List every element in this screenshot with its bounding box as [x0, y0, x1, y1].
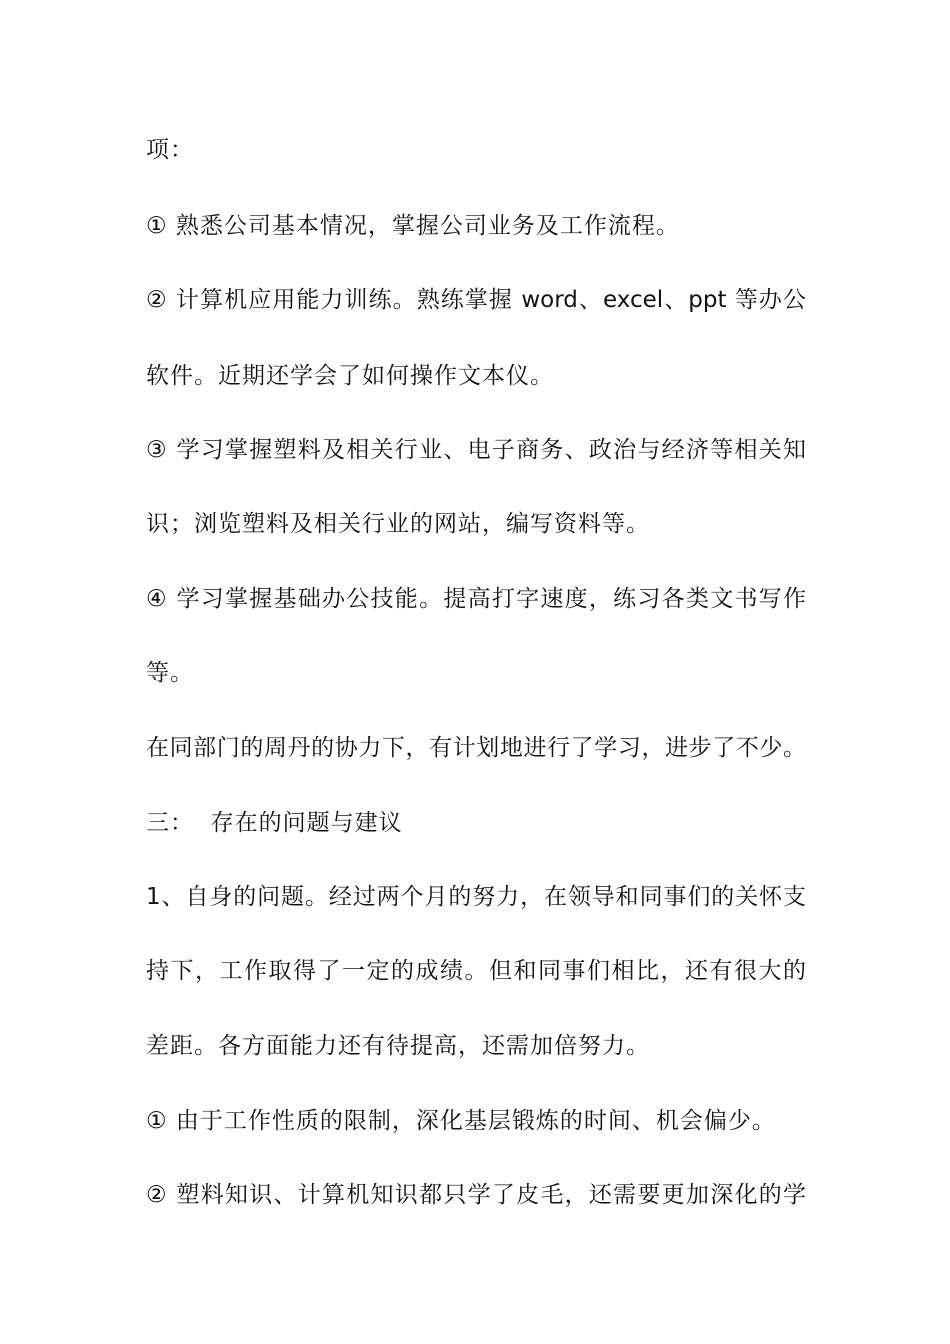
text-line: 识；浏览塑料及相关行业的网站，编写资料等。	[146, 511, 650, 537]
text-line: 等。	[146, 660, 194, 686]
text-line: 项：	[146, 137, 194, 163]
text-line: 在同部门的周丹的协力下，有计划地进行了学习，进步了不少。	[146, 735, 806, 761]
text-line: ③ 学习掌握塑料及相关行业、电子商务、政治与经济等相关知	[146, 437, 806, 463]
text-line: 软件。近期还学会了如何操作文本仪。	[146, 363, 554, 389]
text-line: ④ 学习掌握基础办公技能。提高打字速度，练习各类文书写作	[146, 586, 806, 612]
text-line: ① 熟悉公司基本情况，掌握公司业务及工作流程。	[146, 213, 680, 239]
text-line: ② 计算机应用能力训练。熟练掌握 word、excel、ppt 等办公	[146, 287, 806, 313]
text-line: ② 塑料知识、计算机知识都只学了皮毛，还需要更加深化的学	[146, 1182, 806, 1208]
text-line: 1、自身的问题。经过两个月的努力，在领导和同事们的关怀支	[146, 884, 806, 910]
text-line: ① 由于工作性质的限制，深化基层锻炼的时间、机会偏少。	[146, 1108, 776, 1134]
text-line: 持下，工作取得了一定的成绩。但和同事们相比，还有很大的	[146, 958, 806, 984]
section-heading: 三： 存在的问题与建议	[146, 810, 403, 836]
text-line: 差距。各方面能力还有待提高，还需加倍努力。	[146, 1033, 650, 1059]
